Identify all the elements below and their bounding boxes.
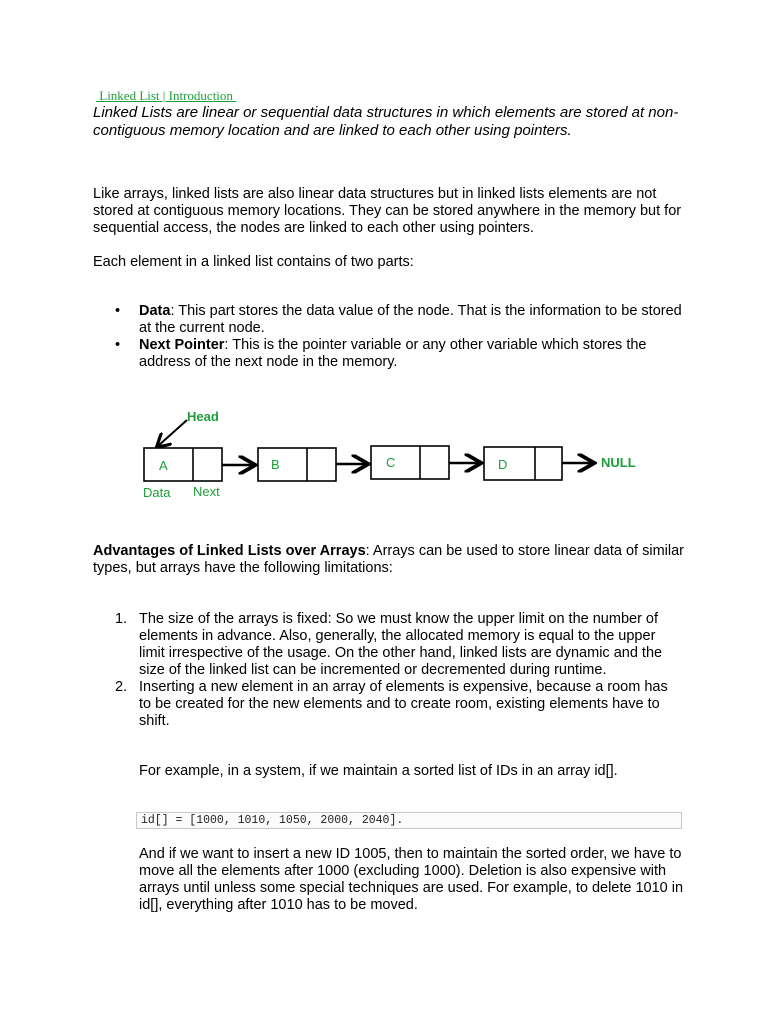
- advantages-paragraph: [93, 543, 693, 577]
- bullet-text: : This is the pointer variable or any other variable which stores the address of the next node in the memory.: [139, 337, 647, 370]
- linked-list-diagram: [130, 400, 650, 510]
- null-label: NULL: [601, 455, 636, 470]
- node-c-label: C: [386, 455, 396, 470]
- arrays-comparison-paragraph: Like arrays, linked lists are also linear data structures but in linked lists elements are not stored at contiguous memory locations. They can be stored anywhere in the memory but for sequential access, the nodes are linked to each other using pointers.: [93, 186, 682, 236]
- head-label: Head: [187, 409, 219, 424]
- limitations-list: [93, 611, 683, 730]
- node-c-box: [371, 446, 449, 479]
- list-item: [93, 679, 683, 730]
- bullet-marker: •: [115, 337, 121, 353]
- node-a-label: A: [159, 458, 168, 473]
- two-parts-paragraph: Each element in a linked list contains of two parts:: [93, 254, 414, 270]
- node-b-box: [258, 448, 336, 481]
- code-snippet: id[] = [1000, 1010, 1050, 2000, 2040].: [136, 812, 682, 829]
- bullet-text: : This part stores the data value of the node. That is the information to be stored at the current node.: [139, 303, 682, 336]
- node-a-box: [144, 448, 222, 481]
- next-part-label: Next: [193, 484, 220, 499]
- list-number: 1.: [115, 611, 128, 627]
- node-b-label: B: [271, 457, 280, 472]
- advantages-text: : Arrays can be used to store linear data of similar types, but arrays have the following limitations:: [93, 543, 684, 576]
- node-d-box: [484, 447, 562, 480]
- list-item: [93, 611, 683, 679]
- node-d-label: D: [498, 457, 508, 472]
- bullet-term: Next Pointer: [139, 337, 225, 353]
- list-item-text: Inserting a new element in an array of elements is expensive, because a room has to be created for the new elements and to create room, existing elements have to shift.: [139, 679, 668, 729]
- intro-paragraph: Linked Lists are linear or sequential data structures in which elements are stored at non-contiguous memory location and are linked to each other using pointers.: [93, 104, 679, 139]
- head-arrow: [158, 420, 187, 446]
- list-item: [93, 303, 693, 337]
- data-part-label: Data: [143, 485, 171, 500]
- insertion-paragraph: And if we want to insert a new ID 1005, then to maintain the sorted order, we have to move all the elements after 1000 (excluding 1000). Deletion is also expensive with arrays until unless some special techniques are used. For example, to delete 1010 in id[], everything after 1010 has to be moved.: [139, 846, 684, 913]
- list-number: 2.: [115, 679, 128, 695]
- bullet-marker: •: [115, 303, 121, 319]
- title-link[interactable]: Linked List | Introduction: [96, 88, 237, 103]
- bullet-term: Data: [139, 303, 171, 319]
- advantages-term: Advantages of Linked Lists over Arrays: [93, 543, 366, 559]
- parts-bullet-list: [93, 303, 693, 371]
- example-paragraph: For example, in a system, if we maintain a sorted list of IDs in an array id[].: [139, 763, 618, 779]
- list-item-text: The size of the arrays is fixed: So we must know the upper limit on the number of elements in advance. Also, generally, the allocated memory is equal to the upper limit irrespective of the usage. On the other hand, linked lists are dynamic and the size of the linked list can be incremented or decremented during runtime.: [139, 611, 663, 678]
- list-item: [93, 337, 693, 371]
